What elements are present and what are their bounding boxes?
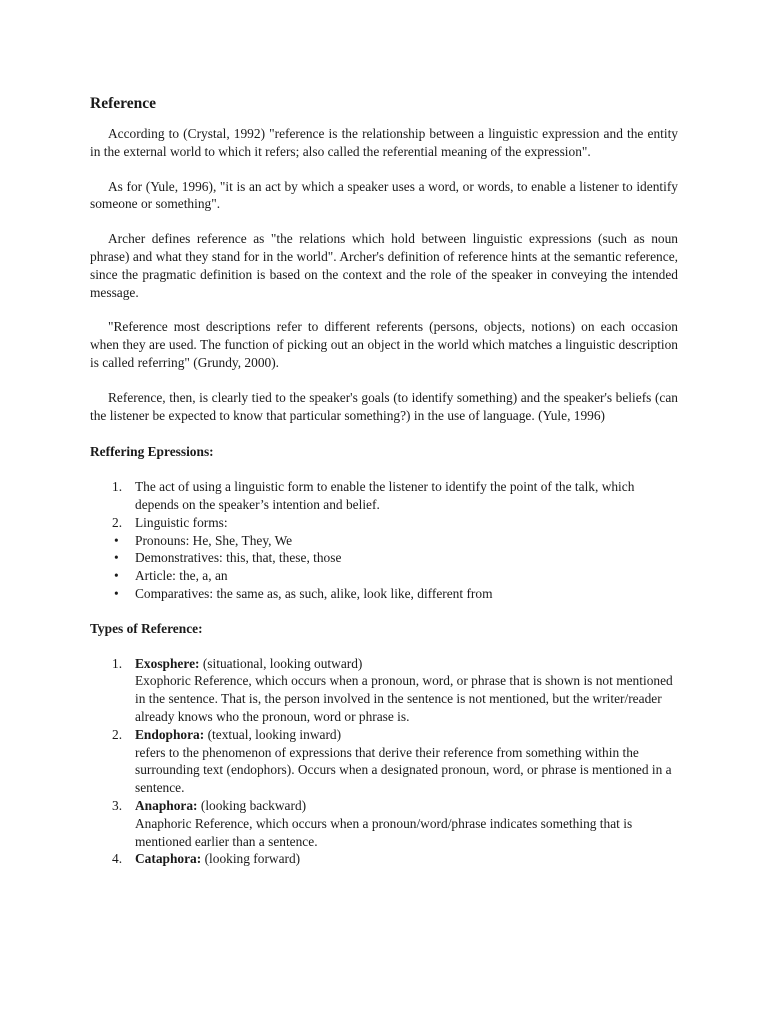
- paragraph-yule: As for (Yule, 1996), "it is an act by which a speaker uses a word, or words, to enable a listener to identify someone or something".: [90, 178, 678, 212]
- term: Anaphora:: [135, 797, 198, 813]
- bullet-icon: •: [114, 585, 119, 601]
- list-marker: 1.: [112, 655, 123, 671]
- list-marker: 1.: [112, 479, 123, 495]
- term: Exosphere:: [135, 655, 200, 671]
- document-title: Reference: [90, 95, 156, 112]
- bullet-icon: •: [114, 550, 119, 566]
- term: Cataphora:: [135, 851, 202, 867]
- list-item-text: Linguistic forms:: [135, 514, 228, 530]
- list-item: [90, 478, 678, 514]
- list-item: [90, 514, 678, 532]
- term-note: (looking forward): [201, 851, 301, 867]
- term-note: (situational, looking outward): [199, 655, 363, 671]
- list-item-heading: [135, 850, 678, 868]
- types-of-reference-heading: Types of Reference:: [90, 620, 203, 636]
- paragraph-crystal: According to (Crystal, 1992) "reference is the relationship between a linguistic expression and the entity in the external world to which it refers; also called the referential meaning of the expression".: [90, 126, 678, 159]
- list-item-heading: [135, 655, 678, 673]
- list-item-heading: [135, 797, 678, 815]
- paragraph-grundy: "Reference most descriptions refer to different referents (persons, objects, notions) on each occasion when they are used. The function of picking out an object in the world which matches a linguistic description is called referring" (Grundy, 2000).: [90, 319, 678, 370]
- term: Endophora:: [135, 726, 205, 742]
- list-marker: 4.: [112, 851, 123, 867]
- list-item-heading: [135, 726, 678, 744]
- list-item-text: Article: the, a, an: [135, 568, 228, 584]
- list-item: [90, 532, 678, 550]
- term-note: (looking backward): [197, 797, 307, 813]
- list-item-text: Pronouns: He, She, They, We: [135, 532, 293, 548]
- list-item: [90, 797, 678, 850]
- list-marker: 2.: [112, 726, 123, 742]
- list-item-description: Exophoric Reference, which occurs when a pronoun, word, or phrase that is shown is not mentioned in the sentence. That is, the person involved in the sentence is not mentioned, but the writer/reader already knows who the pronoun, word or phrase is.: [135, 673, 673, 724]
- list-item: [90, 726, 678, 797]
- list-item-description: Anaphoric Reference, which occurs when a pronoun/word/phrase indicates something that is mentioned earlier than a sentence.: [135, 815, 633, 849]
- list-marker: 3.: [112, 797, 123, 813]
- term-note: (textual, looking inward): [204, 726, 342, 742]
- document-page: [90, 93, 678, 885]
- bullet-icon: •: [114, 532, 119, 548]
- list-item: [90, 655, 678, 726]
- list-item-description: refers to the phenomenon of expressions that derive their reference from something within the surrounding text (endophors). Occurs when a designated pronoun, word, or phrase is mentioned in a sentence.: [135, 744, 672, 796]
- types-of-reference-list: [90, 655, 678, 869]
- list-marker: 2.: [112, 514, 123, 530]
- referring-expressions-list: [90, 478, 678, 603]
- list-item-text: Comparatives: the same as, as such, alike, look like, different from: [135, 585, 493, 601]
- list-item: [90, 585, 678, 603]
- list-item: [90, 850, 678, 868]
- list-item: [90, 567, 678, 585]
- list-item-text: Demonstratives: this, that, these, those: [135, 550, 342, 566]
- paragraph-yule-goals: Reference, then, is clearly tied to the speaker's goals (to identify something) and the speaker's beliefs (can the listener be expected to know that particular something?) in the use of language. (Yule, 1996): [90, 389, 678, 423]
- list-item: [90, 549, 678, 567]
- bullet-icon: •: [114, 568, 119, 584]
- paragraph-archer: Archer defines reference as "the relations which hold between linguistic expressions (such as noun phrase) and what they stand for in the world". Archer's definition of reference hints at the semantic reference, since the pragmatic definition is based on the context and the role of the speaker in conveying the intended message.: [90, 231, 678, 300]
- list-item-text: The act of using a linguistic form to enable the listener to identify the point of the talk, which depends on the speaker’s intention and belief.: [135, 479, 635, 512]
- referring-expressions-heading: Reffering Epressions:: [90, 444, 214, 460]
